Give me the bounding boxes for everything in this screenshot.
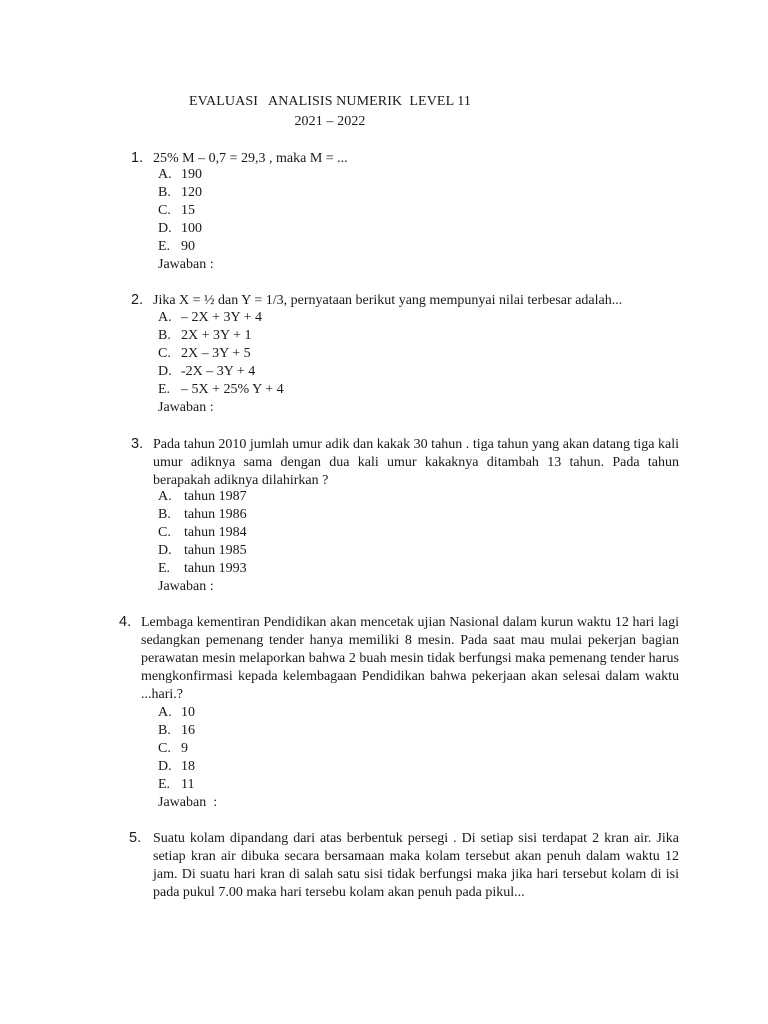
option-a[interactable] — [158, 166, 202, 184]
option-letter: B. — [158, 507, 171, 522]
option-letter: D. — [158, 364, 172, 379]
question-text: Lembaga kementiran Pendidikan akan mencetak ujian Nasional dalam kurun waktu 12 hari lagi sedangkan pemenang tender hanya memiliki 8 mesin. Pada saat mau mulai pekerjan bagian perawatan mesin melaporkan bahwa 2 buah mesin tidak berfungsi maka pemenang tender harus mengkonfirmasi kepada kelembagaan Pendidikan bahwa pekerjaan akan selesai dalam waktu ...hari.? — [141, 615, 679, 702]
option-text: -2X – 3Y + 4 — [181, 364, 256, 379]
option-text: 11 — [181, 777, 195, 792]
option-letter: C. — [158, 203, 171, 218]
question-number: 1. — [131, 150, 144, 166]
option-letter: E. — [158, 382, 171, 397]
option-letter: A. — [158, 167, 172, 182]
option-letter: E. — [158, 239, 171, 254]
option-letter: B. — [158, 185, 171, 200]
option-list — [158, 704, 195, 794]
option-text: tahun 1987 — [184, 489, 247, 504]
option-letter: D. — [158, 543, 172, 558]
option-letter: E. — [158, 777, 171, 792]
option-b[interactable] — [158, 184, 202, 202]
option-text: 90 — [181, 239, 195, 254]
answer-label: Jawaban : — [158, 257, 214, 272]
option-e[interactable] — [158, 381, 284, 399]
option-text: 18 — [181, 759, 195, 774]
option-d[interactable] — [158, 220, 202, 238]
option-e[interactable] — [158, 776, 195, 794]
option-b[interactable] — [158, 327, 284, 345]
option-e[interactable] — [158, 238, 202, 256]
option-text: 120 — [181, 185, 202, 200]
option-a[interactable] — [158, 704, 195, 722]
option-letter: D. — [158, 759, 172, 774]
option-letter: A. — [158, 705, 172, 720]
question-number: 4. — [119, 614, 132, 630]
page-title: EVALUASI ANALISIS NUMERIK LEVEL 11 — [188, 94, 471, 109]
answer-label: Jawaban : — [158, 400, 214, 415]
question-number: 3. — [131, 436, 144, 452]
option-b[interactable] — [158, 506, 247, 524]
option-text: tahun 1985 — [184, 543, 247, 558]
option-text: – 5X + 25% Y + 4 — [181, 382, 284, 397]
option-text: 190 — [181, 167, 202, 182]
option-d[interactable] — [158, 542, 247, 560]
option-letter: A. — [158, 489, 172, 504]
option-text: – 2X + 3Y + 4 — [181, 310, 262, 325]
option-c[interactable] — [158, 740, 195, 758]
option-c[interactable] — [158, 524, 247, 542]
option-text: tahun 1993 — [184, 561, 247, 576]
option-c[interactable] — [158, 202, 202, 220]
option-c[interactable] — [158, 345, 284, 363]
option-text: 2X – 3Y + 5 — [181, 346, 251, 361]
option-text: tahun 1984 — [184, 525, 247, 540]
option-a[interactable] — [158, 309, 284, 327]
option-letter: C. — [158, 525, 171, 540]
option-text: 10 — [181, 705, 195, 720]
question-text: Suatu kolam dipandang dari atas berbentuk persegi . Di setiap sisi terdapat 2 kran air. Jika setiap kran air dibuka secara bersamaan maka kolam tersebut akan penuh dalam waktu 12 jam. Di suatu hari kran di salah satu sisi tidak berfungsi maka jika hari tersebut kolam di isi pada pukul 7.00 maka hari tersebu kolam akan penuh pada pikul... — [153, 831, 679, 900]
option-text: 15 — [181, 203, 195, 218]
option-b[interactable] — [158, 722, 195, 740]
option-a[interactable] — [158, 488, 247, 506]
option-e[interactable] — [158, 560, 247, 578]
option-list — [158, 166, 202, 256]
option-letter: C. — [158, 346, 171, 361]
option-letter: B. — [158, 723, 171, 738]
question-number: 5. — [129, 830, 142, 846]
option-list — [158, 488, 247, 578]
question-text: 25% M – 0,7 = 29,3 , maka M = ... — [153, 151, 348, 166]
option-letter: D. — [158, 221, 172, 236]
option-d[interactable] — [158, 758, 195, 776]
option-letter: A. — [158, 310, 172, 325]
option-text: 9 — [181, 741, 188, 756]
option-d[interactable] — [158, 363, 284, 381]
option-letter: E. — [158, 561, 171, 576]
answer-label: Jawaban : — [158, 579, 214, 594]
option-list — [158, 309, 284, 399]
question-text: Pada tahun 2010 jumlah umur adik dan kakak 30 tahun . tiga tahun yang akan datang tiga kali umur adiknya sama dengan dua kali umur kakaknya ditambah 13 tahun. Pada tahun berapakah adiknya dilahirkan ? — [153, 437, 679, 488]
option-text: 16 — [181, 723, 195, 738]
option-text: 100 — [181, 221, 202, 236]
option-text: 2X + 3Y + 1 — [181, 328, 252, 343]
question-text: Jika X = ½ dan Y = 1/3, pernyataan berikut yang mempunyai nilai terbesar adalah... — [153, 293, 623, 308]
option-letter: B. — [158, 328, 171, 343]
option-letter: C. — [158, 741, 171, 756]
question-number: 2. — [131, 292, 144, 308]
option-text: tahun 1986 — [184, 507, 247, 522]
answer-label: Jawaban : — [158, 795, 218, 810]
academic-year: 2021 – 2022 — [294, 114, 366, 129]
